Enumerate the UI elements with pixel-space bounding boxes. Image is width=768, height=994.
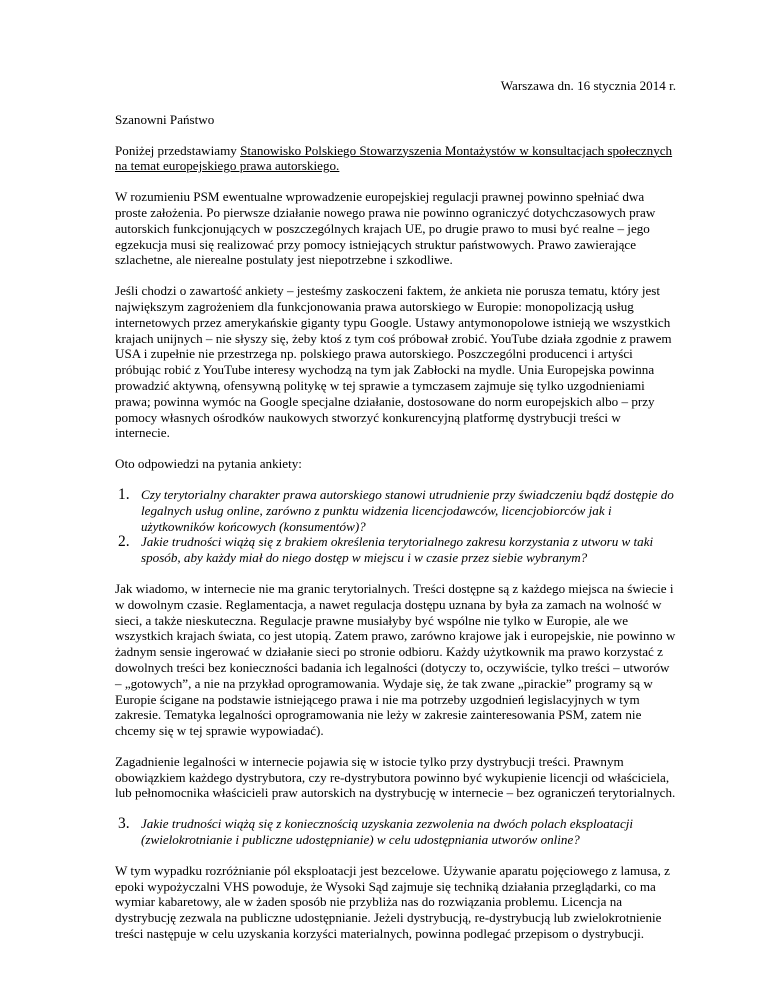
paragraph-survey-content: Jeśli chodzi o zawartość ankiety – jesteśmy zaskoczeni faktem, że ankieta nie porusza tematu, który jest największym zagrożeniem dla funkcjonowania prawa autorskiego w Europie: monopolizacją usług internetowych przez amerykańskie giganty typu Google. Ustawy antymonopolowe istnieją we wszystkich krajach unijnych – nie słyszy się, żeby ktoś z tym coś próbował zrobić. YouTube działa zgodnie z prawem USA i zupełnie nie przestrzega np. polskiego prawa autorskiego. Poszczególni producenci i artyści próbując robić z YouTube interesy wychodzą na tym jak Zabłocki na mydle. Unia Europejska powinna prowadzić aktywną, ofensywną politykę w tej sprawie a tymczasem zajmuje się tylko uzgodnieniami prawa; powinna wymóc na Google specjalne działanie, dostosowane do norm europejskich albo – przy pomocy własnych ośrodków naukowych stworzyć konkurencyjną platformę dystrybucji treści w internecie.	[115, 283, 672, 441]
intro-prefix: Poniżej przedstawiamy	[115, 142, 241, 158]
question-list-1	[115, 487, 676, 566]
paragraph-legality: Zagadnienie legalności w internecie pojawia się w istocie tylko przy dystrybucji treści. Prawnym obowiązkiem każdego dystrybutora, czy re-dystrybutora powinno być wykupienie licencji od właściciela, lub pełnomocnika właścicieli praw autorskich na dystrybucję w internecie – bez ograniczeń terytorialnych.	[115, 753, 676, 801]
question-text: Jakie trudności wiążą się z brakiem określenia terytorialnego zakresu korzystania z utworu w taki sposób, aby każdy miał do niego dostęp w miejscu i w czasie przez siebie wybranym?	[141, 534, 654, 566]
question-number: 2.	[118, 533, 130, 551]
question-number: 1.	[118, 485, 130, 503]
question-text: Jakie trudności wiążą się z koniecznością uzyskania zezwolenia na dwóch polach eksploatacji (zwielokrotnianie i publiczne udostępnianie) w celu udostępniania utworów online?	[141, 816, 634, 848]
paragraph-assumptions: W rozumieniu PSM ewentualne wprowadzenie europejskiej regulacji prawnej powinno spełniać dwa proste założenia. Po pierwsze działanie nowego prawa nie powinno ograniczyć dotychczasowych praw autorskich funkcjonujących w poszczególnych krajach UE, po drugie prawo to musi być realne – jego egzekucja musi się realizować przy pomocy istniejących struktur państwowych. Prawo zawierające szlachetne, ale nierealne postulaty jest niepotrzebne i szkodliwe.	[115, 189, 656, 268]
question-number: 3.	[118, 815, 130, 833]
salutation: Szanowni Państwo	[115, 111, 215, 127]
question-text: Czy terytorialny charakter prawa autorskiego stanowi utrudnienie przy świadczeniu bądź dostępie do legalnych usług online, zarówno z punktu widzenia licencjodawców, licencjobiorców jak i użytkowników końcowych (konsumentów)?	[141, 486, 674, 534]
paragraph-exploitation-fields: W tym wypadku rozróżnianie pól eksploatacji jest bezcelowe. Używanie aparatu pojęciowego z lamusa, z epoki wypożyczalni VHS powoduje, że Wysoki Sąd zajmuje się techniką działania przeglądarki, co ma wymiar kabaretowy, ale w żaden sposób nie przybliża nas do rozwiązania problemu. Licencja na dystrybucję zezwala na publiczne udostępnianie. Jeżeli dystrybucją, re-dystrybucją lub zwielokrotnienie treści następuje w celu uzyskania korzyści materialnych, powinna podlegać przepisom o dystrybucji.	[115, 862, 670, 942]
question-item	[115, 816, 676, 848]
answers-intro: Oto odpowiedzi na pytania ankiety:	[115, 456, 302, 472]
position-statement-link[interactable]: Stanowisko Polskiego Stowarzyszenia Montażystów w konsultacjach społecznych na temat europejskiego prawa autorskiego.	[115, 142, 673, 174]
question-item	[115, 487, 676, 534]
paragraph-territorial-answer: Jak wiadomo, w internecie nie ma granic terytorialnych. Treści dostępne są z każdego miejsca na świecie i w dowolnym czasie. Reglamentacja, a nawet regulacja dostępu uznana by była za zamach na wolność w sieci, a także nieskuteczna. Regulacje prawne musiałyby być wspólne nie tylko w Europie, ale we wszystkich krajach świata, co jest utopią. Zatem prawo, zarówno krajowe jak i europejskie, nie powinno w żadnym sensie ingerować w działanie sieci po stronie odbioru. Każdy użytkownik ma prawo korzystać z dowolnych treści bez konieczności badania ich legalności (dotyczy to, oczywiście, tylko treści – utworów – „gotowych”, a nie na przykład oprogramowania. Wydaje się, że tak zwane „pirackie” programy są w Europie ścigane na podstawie istniejącego prawa i nie ma potrzeby uzgodnień legislacyjnych w tym zakresie. Tematyka legalności oprogramowania nie leży w zakresie zainteresowania PSM, zatem nie chcemy się w tej sprawie wypowiadać).	[115, 580, 676, 739]
question-item	[115, 534, 676, 566]
letter-date: Warszawa dn. 16 stycznia 2014 r.	[500, 78, 676, 93]
question-list-2	[115, 816, 676, 848]
intro-paragraph	[115, 143, 676, 175]
document-page	[115, 78, 676, 957]
